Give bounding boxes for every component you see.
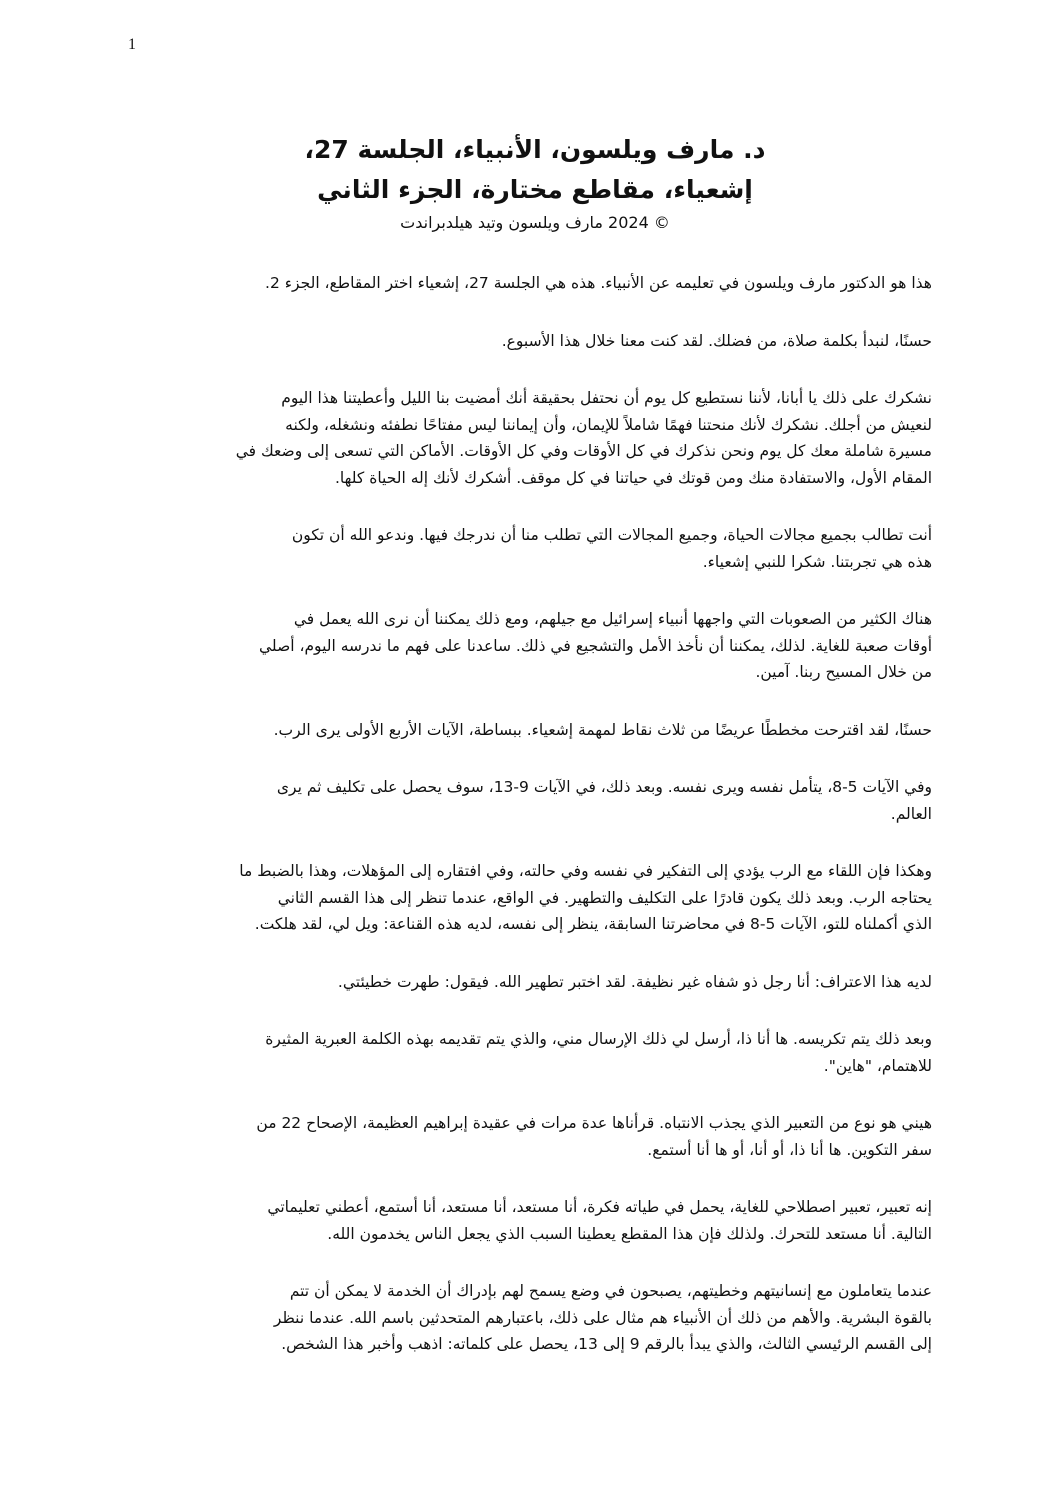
paragraph: [140, 522, 932, 575]
paragraph-line: التالية. أنا مستعد للتحرك. ولذلك فإن هذا المقطع يعطينا السبب الذي يجعل الناس يخدمون الله.: [327, 1224, 932, 1243]
paragraph: [140, 606, 932, 686]
document-title-line-1: د. مارف ويلسون، الأنبياء، الجلسة 27،: [304, 135, 766, 164]
paragraph-line: أوقات صعبة للغاية. لذلك، يمكننا أن نأخذ الأمل والتشجيع في ذلك. ساعدنا على فهم ما ندرسه اليوم، أصلي: [259, 636, 932, 655]
paragraph-line: حسنًا، لقد اقترحت مخططًا عريضًا من ثلاث نقاط لمهمة إشعياء. ببساطة، الآيات الأربع الأولى يرى الرب.: [273, 720, 932, 739]
paragraph-line: وهكذا فإن اللقاء مع الرب يؤدي إلى التفكير في نفسه وفي حالته، وفي افتقاره إلى المؤهلات، وهذا بالضبط ما: [239, 862, 932, 880]
paragraph-line: حسنًا، لنبدأ بكلمة صلاة، من فضلك. لقد كنت معنا خلال هذا الأسبوع.: [501, 331, 932, 350]
paragraph-line: نشكرك على ذلك يا أبانا، لأننا نستطيع كل يوم أن نحتفل بحقيقة أنك أمضيت بنا الليل وأعطيتنا هذا اليوم: [281, 389, 932, 407]
paragraph-line: هذه هي تجربتنا. شكرا للنبي إشعياء.: [702, 552, 932, 571]
paragraph: [140, 1278, 932, 1358]
paragraph-line: الذي أكملناه للتو، الآيات 5-8 في محاضرتنا السابقة، ينظر إلى نفسه، لديه هذه القناعة: ويل لي، لقد هلكت.: [254, 915, 932, 933]
paragraph-line: يحتاجه الرب. وبعد ذلك يكون قادرًا على التكليف والتطهير. في الواقع، عندما تنظر إلى هذا القسم الثاني: [277, 888, 932, 907]
paragraph: [140, 717, 932, 744]
copyright-line: © 2024 مارف ويلسون وتيد هيلدبراندت: [400, 213, 670, 232]
paragraph-line: هيني هو نوع من التعبير الذي يجذب الانتباه. قرأناها عدة مرات في عقيدة إبراهيم العظيمة، الإصحاح 22 من: [256, 1114, 932, 1132]
paragraph-line: إلى القسم الرئيسي الثالث، والذي يبدأ بالرقم 9 إلى 13، يحصل على كلماته: اذهب وأخبر هذا الشخص.: [281, 1335, 932, 1353]
paragraph-line: سفر التكوين. ها أنا ذا، أو أنا، أو ها أنا أستمع.: [647, 1140, 932, 1159]
paragraph-line: بالقوة البشرية. والأهم من ذلك أن الأنبياء هم مثال على ذلك، باعتبارهم المتحدثين باسم الله. عندما ننظر: [273, 1308, 932, 1327]
paragraph: [140, 385, 932, 491]
paragraph-line: للاهتمام، "هاين".: [823, 1056, 932, 1075]
paragraph: [140, 858, 932, 938]
paragraph-line: من خلال المسيح ربنا. آمين.: [755, 663, 932, 681]
paragraph-line: هناك الكثير من الصعوبات التي واجهها أنبياء إسرائيل مع جيلهم، ومع ذلك يمكننا أن نرى الله يعمل في: [293, 610, 932, 628]
paragraph-line: إنه تعبير، تعبير اصطلاحي للغاية، يحمل في طياته فكرة، أنا مستعد، أنا مستعد، أنا أستمع، أعطني تعليماتي: [267, 1198, 932, 1216]
document-title-line-2: إشعياء، مقاطع مختارة، الجزء الثاني: [317, 175, 753, 204]
paragraph-line: المقام الأول، والاستفادة منك ومن قوتك في حياتنا في كل موقف. أشكرك لأنك إله الحياة كلها.: [334, 468, 932, 487]
paragraph-line: هذا هو الدكتور مارف ويلسون في تعليمه عن الأنبياء. هذه هي الجلسة 27، إشعياء اختر المقاطع، الجزء 2.: [265, 274, 932, 292]
paragraph-line: مسيرة شاملة معك كل يوم ونحن نذكرك في كل الأوقات وفي كل الأوقات. الأماكن التي تسعى إلى وضعك في: [235, 442, 932, 460]
paragraph-line: أنت تطالب بجميع مجالات الحياة، وجميع المجالات التي تطلب منا أن ندرجك فيها. وندعو الله أن تكون: [291, 526, 932, 544]
page-number: 1: [128, 36, 136, 53]
paragraph-line: عندما يتعاملون مع إنسانيتهم وخطيتهم، يصبحون في وضع يسمح لهم بإدراك أن الخدمة لا يمكن أن تتم: [289, 1282, 932, 1300]
paragraph: [140, 1194, 932, 1247]
paragraph: [140, 1110, 932, 1163]
paragraph: [140, 969, 932, 996]
paragraph-line: لنعيش من أجلك. نشكرك لأنك منحتنا فهمًا شاملاً للإيمان، وأن إيماننا ليس مفتاحًا نطفئه ونشغله، ولكنه: [285, 415, 932, 434]
document-header: [140, 130, 930, 236]
paragraph: [140, 270, 932, 297]
paragraph-line: لديه هذا الاعتراف: أنا رجل ذو شفاه غير نظيفة. لقد اختبر تطهير الله. فيقول: طهرت خطيئتي.: [337, 972, 932, 991]
paragraph-line: وبعد ذلك يتم تكريسه. ها أنا ذا، أرسل لي ذلك الإرسال مني، والذي يتم تقديمه بهذه الكلمة العبرية المثيرة: [265, 1030, 932, 1048]
paragraph-line: العالم.: [890, 804, 932, 823]
paragraph: [140, 774, 932, 827]
document-body: [140, 270, 932, 1389]
paragraph: [140, 1026, 932, 1079]
paragraph: [140, 328, 932, 355]
paragraph-line: وفي الآيات 5-8، يتأمل نفسه ويرى نفسه. وبعد ذلك، في الآيات 9-13، سوف يحصل على تكليف ثم يرى: [276, 778, 932, 796]
